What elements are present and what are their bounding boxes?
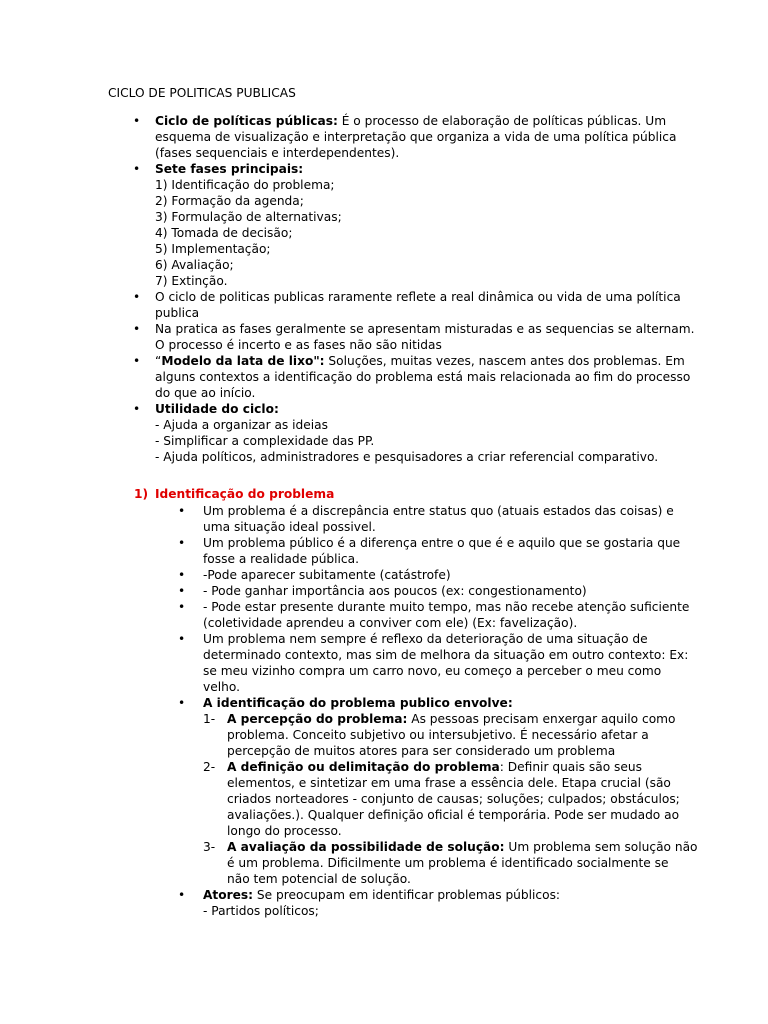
text-line	[203, 631, 673, 647]
list-item	[0, 353, 691, 401]
text-line	[155, 289, 681, 305]
text-prefix: “	[155, 354, 162, 368]
text-line	[203, 903, 673, 919]
text-content: não tem potencial de solução.	[227, 872, 411, 886]
text-line	[203, 535, 681, 551]
bold-term: Atores:	[203, 888, 254, 902]
text-line	[155, 369, 691, 385]
list-item	[0, 887, 673, 919]
bullet-icon: •	[178, 536, 186, 550]
list-item	[0, 583, 673, 599]
bullet-icon: •	[133, 322, 141, 336]
text-content: 6) Avaliação;	[155, 258, 234, 272]
text-content: publica	[155, 306, 200, 320]
text-content: 1) Identificação do problema;	[155, 178, 335, 192]
text-content: percepção de muitos atores para ser considerado um problema	[227, 744, 616, 758]
list-item	[0, 113, 675, 161]
text-content: : Definir quais são seus	[499, 760, 642, 774]
text-line	[155, 353, 685, 369]
text-content: - Simplificar a complexidade das PP.	[155, 434, 375, 448]
text-content: Se preocupam em identificar problemas públicos:	[253, 888, 561, 902]
bullet-icon: •	[133, 114, 141, 128]
item-number: 3-	[203, 840, 216, 854]
text-content: É o processo de elaboração de políticas públicas. Um	[337, 114, 667, 128]
numbered-item	[0, 839, 698, 887]
text-line	[227, 775, 671, 791]
bullet-icon: •	[178, 568, 186, 582]
text-content: - Ajuda políticos, administradores e pesquisadores a criar referencial comparativo.	[155, 450, 659, 464]
text-content: Um problema nem sempre é reflexo da deterioração de uma situação de	[203, 632, 648, 646]
text-content: uma situação ideal possivel.	[203, 520, 376, 534]
text-content: 2) Formação da agenda;	[155, 194, 304, 208]
list-item	[0, 401, 675, 465]
text-content: elementos, e sintetizar em uma frase a essência dele. Etapa crucial (são	[227, 776, 671, 790]
text-line	[155, 257, 675, 273]
bullet-icon: •	[133, 354, 141, 368]
bold-term: Utilidade do ciclo:	[155, 402, 279, 416]
text-line	[203, 599, 690, 615]
bullet-icon: •	[178, 584, 186, 598]
text-content: 7) Extinção.	[155, 274, 228, 288]
text-line	[203, 615, 673, 631]
text-content: esquema de visualização e interpretação que organiza a vida de uma política pública	[155, 130, 677, 144]
text-content: problema. Conceito subjetivo ou intersubjetivo. É necessário afetar a	[227, 728, 649, 742]
text-line	[203, 519, 673, 535]
text-content: - Partidos políticos;	[203, 904, 319, 918]
text-line	[155, 161, 675, 177]
list-item	[0, 695, 673, 711]
numbered-item	[0, 759, 680, 839]
list-item	[0, 289, 681, 321]
text-content: determinado contexto, mas sim de melhora da situação em outro contexto: Ex:	[203, 648, 689, 662]
bullet-icon: •	[133, 402, 141, 416]
page-title: CICLO DE POLITICAS PUBLICAS	[108, 86, 296, 100]
bold-term: A definição ou delimitação do problema	[227, 760, 500, 774]
text-line	[155, 401, 675, 417]
text-line	[203, 695, 673, 711]
text-line	[155, 449, 675, 465]
text-line	[155, 225, 675, 241]
text-line	[227, 871, 667, 887]
text-line	[227, 807, 680, 823]
text-content: - Ajuda a organizar as ideias	[155, 418, 328, 432]
text-line	[203, 567, 673, 583]
text-line	[155, 417, 675, 433]
text-content: fosse a realidade pública.	[203, 552, 359, 566]
text-content: velho.	[203, 680, 240, 694]
section-bullet-list	[0, 503, 768, 919]
text-line	[203, 663, 673, 679]
list-item	[0, 631, 689, 695]
list-item	[0, 503, 673, 535]
text-line	[155, 305, 675, 321]
text-content: avaliações.). Qualquer definição oficial é temporária. Pode ser mudado ao	[227, 808, 680, 822]
numbered-list	[0, 711, 768, 887]
text-line	[155, 321, 695, 337]
text-line	[155, 241, 675, 257]
text-content: -Pode aparecer subitamente (catástrofe)	[203, 568, 451, 582]
text-line	[155, 209, 675, 225]
bullet-icon: •	[178, 632, 186, 646]
numbered-item	[0, 711, 676, 759]
text-line	[227, 743, 667, 759]
text-content: 4) Tomada de decisão;	[155, 226, 293, 240]
text-content: (coletividade aprendeu a conviver com ele) (Ex: favelização).	[203, 616, 578, 630]
bullet-icon: •	[133, 162, 141, 176]
bullet-icon: •	[178, 696, 186, 710]
text-line	[203, 647, 689, 663]
item-number: 2-	[203, 760, 216, 774]
section-number: 1)	[134, 487, 149, 501]
bold-term: Sete fases principais:	[155, 162, 304, 176]
text-content: Um problema sem solução não	[504, 840, 698, 854]
text-content: O processo é incerto e as fases não são nitidas	[155, 338, 442, 352]
text-content: 3) Formulação de alternativas;	[155, 210, 342, 224]
bullet-icon: •	[133, 290, 141, 304]
text-content: O ciclo de politicas publicas raramente reflete a real dinâmica ou vida de uma política	[155, 290, 681, 304]
text-line	[155, 113, 675, 129]
text-line	[155, 177, 675, 193]
bullet-icon: •	[178, 600, 186, 614]
item-number: 1-	[203, 712, 216, 726]
list-item	[0, 599, 690, 631]
text-line	[227, 791, 680, 807]
bullet-icon: •	[178, 888, 186, 902]
text-line	[203, 503, 673, 519]
main-bullet-list	[0, 113, 768, 465]
text-content: (fases sequenciais e interdependentes).	[155, 146, 400, 160]
bold-term: A avaliação da possibilidade de solução:	[227, 840, 505, 854]
section-title: Identificação do problema	[155, 487, 335, 501]
text-line	[155, 145, 675, 161]
text-content: As pessoas precisam enxergar aquilo como	[407, 712, 676, 726]
text-content: longo do processo.	[227, 824, 342, 838]
text-line	[155, 337, 675, 353]
text-line	[203, 583, 673, 599]
bullet-icon: •	[178, 504, 186, 518]
list-item	[0, 567, 673, 583]
text-line	[155, 433, 675, 449]
text-line	[227, 759, 667, 775]
text-line	[227, 711, 676, 727]
bold-term: Ciclo de políticas públicas:	[155, 114, 338, 128]
text-content: alguns contextos a identificação do problema está mais relacionada ao fim do processo	[155, 370, 691, 384]
text-line	[155, 129, 675, 145]
text-content: se meu vizinho compra um carro novo, eu começo a perceber o meu como	[203, 664, 662, 678]
text-line	[203, 551, 673, 567]
text-content: Um problema público é a diferença entre o que é e aquilo que se gostaria que	[203, 536, 681, 550]
text-line	[227, 727, 667, 743]
text-content: - Pode estar presente durante muito tempo, mas não recebe atenção suficiente	[203, 600, 690, 614]
list-item	[0, 535, 681, 567]
text-line	[227, 855, 667, 871]
bold-term: Modelo da lata de lixo":	[161, 354, 325, 368]
text-line	[203, 887, 673, 903]
text-content: 5) Implementação;	[155, 242, 271, 256]
bold-term: A identificação do problema publico envolve:	[203, 696, 513, 710]
list-item	[0, 161, 675, 289]
text-line	[227, 823, 667, 839]
text-content: criados norteadores - conjunto de causas; soluções; culpados; obstáculos;	[227, 792, 680, 806]
text-line	[227, 839, 698, 855]
text-content: - Pode ganhar importância aos poucos (ex: congestionamento)	[203, 584, 587, 598]
text-line	[155, 385, 675, 401]
list-item	[0, 321, 695, 353]
text-line	[155, 193, 675, 209]
text-line	[155, 273, 675, 289]
text-content: do que ao início.	[155, 386, 256, 400]
bold-term: A percepção do problema:	[227, 712, 408, 726]
text-content: Na pratica as fases geralmente se apresentam misturadas e as sequencias se alternam.	[155, 322, 695, 336]
text-content: é um problema. Dificilmente um problema é identificado socialmente se	[227, 856, 669, 870]
text-content: Soluções, muitas vezes, nascem antes dos problemas. Em	[324, 354, 685, 368]
text-line	[203, 679, 673, 695]
text-content: Um problema é a discrepância entre status quo (atuais estados das coisas) e	[203, 504, 674, 518]
